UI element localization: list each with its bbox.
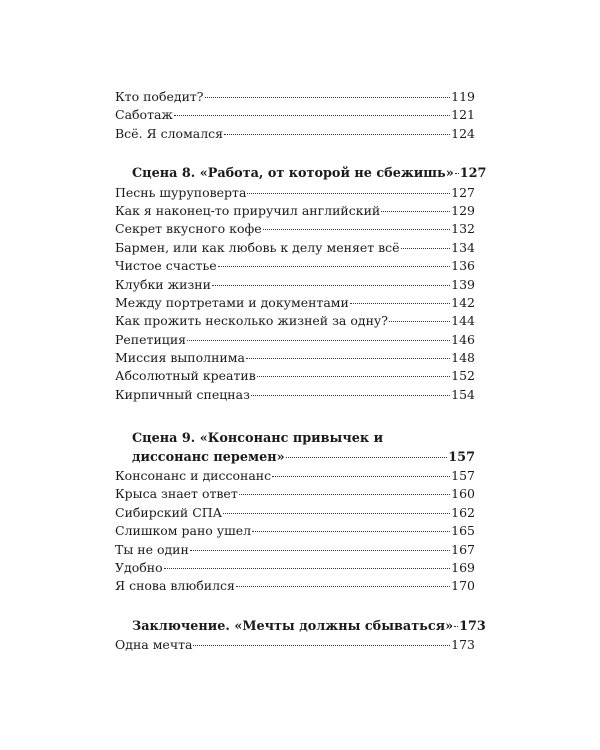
dot-leader <box>286 457 448 458</box>
toc-entry <box>115 636 475 654</box>
toc-entry-page: 139 <box>451 276 475 292</box>
toc-entry <box>115 239 475 257</box>
dot-leader <box>251 395 450 396</box>
dot-leader <box>401 248 451 249</box>
toc-entry <box>115 257 475 275</box>
toc-entry-title: Ты не один <box>115 541 189 557</box>
section-gap <box>115 596 475 618</box>
toc-entry-page: 121 <box>451 107 475 123</box>
section-heading-page: 127 <box>459 166 487 182</box>
dot-leader <box>454 626 458 627</box>
toc-group-continuation <box>115 88 475 143</box>
toc-entry <box>115 220 475 238</box>
toc-entry <box>115 367 475 385</box>
section-heading-title: Сцена 8. «Работа, от которой не сбежишь» <box>132 166 454 182</box>
section-heading-page: 157 <box>448 449 475 465</box>
dot-leader <box>247 193 450 194</box>
dot-leader <box>190 550 450 551</box>
toc-entry-title: Между портретами и документами <box>115 294 349 310</box>
toc-entry <box>115 349 475 367</box>
toc-entry <box>115 386 475 404</box>
dot-leader <box>223 513 450 514</box>
toc-entry-title: Одна мечта <box>115 637 193 653</box>
dot-leader <box>164 568 451 569</box>
toc-entry-title: Удобно <box>115 559 163 575</box>
toc-entry-title: Бармен, или как любовь к делу меняет всё <box>115 239 400 255</box>
toc-entry-page: 154 <box>451 386 475 402</box>
dot-leader <box>236 586 450 587</box>
dot-leader <box>239 494 450 495</box>
toc-entry-page: 146 <box>451 331 475 347</box>
dot-leader <box>350 303 450 304</box>
toc-entry <box>115 467 475 485</box>
toc-entry-title: Чистое счастье <box>115 258 217 274</box>
toc-entry-title: Всё. Я сломался <box>115 125 224 141</box>
toc-entry-title: Секрет вкусного кофе <box>115 221 262 237</box>
dot-leader <box>212 285 450 286</box>
toc-entry-title: Слишком рано ушел <box>115 523 252 539</box>
toc-entry-page: 127 <box>451 184 475 200</box>
toc-entry-title: Кирпичный спецназ <box>115 386 250 402</box>
toc-entry-page: 170 <box>451 578 475 594</box>
dot-leader <box>205 97 451 98</box>
toc-entry <box>115 522 475 540</box>
section-heading-title: Заключение. «Мечты должны сбываться» <box>132 618 454 634</box>
toc-entry <box>115 577 475 595</box>
toc-entry <box>115 294 475 312</box>
toc-entry-title: Крыса знает ответ <box>115 486 238 502</box>
section-heading <box>115 449 475 467</box>
table-of-contents <box>115 88 487 655</box>
section-gap <box>115 143 475 165</box>
toc-entry-title: Консонанс и диссонанс <box>115 468 272 484</box>
dot-leader <box>187 340 450 341</box>
toc-entry-title: Как прожить несколько жизней за одну? <box>115 313 388 329</box>
toc-entry-page: 160 <box>451 486 475 502</box>
dot-leader <box>218 266 450 267</box>
toc-entry-title: Абсолютный креатив <box>115 368 256 384</box>
toc-entry-page: 165 <box>451 523 475 539</box>
toc-entry <box>115 541 475 559</box>
toc-entry-title: Песнь шуруповерта <box>115 184 247 200</box>
dot-leader <box>272 476 450 477</box>
toc-entry <box>115 106 475 124</box>
toc-entry <box>115 125 475 143</box>
toc-entry <box>115 88 475 106</box>
dot-leader <box>381 211 450 212</box>
toc-entry-title: Я снова влюбился <box>115 578 235 594</box>
dot-leader <box>224 134 450 135</box>
toc-entry-title: Сибирский СПА <box>115 504 223 520</box>
section-heading-title: диссонанс перемен» <box>132 449 285 465</box>
toc-entry-page: 132 <box>451 221 475 237</box>
toc-entry-page: 124 <box>451 125 475 141</box>
toc-entry <box>115 331 475 349</box>
toc-entry-page: 142 <box>451 294 475 310</box>
toc-entry-page: 136 <box>451 258 475 274</box>
toc-entry-title: Клубки жизни <box>115 276 211 292</box>
toc-entry <box>115 504 475 522</box>
toc-entry-page: 169 <box>451 559 475 575</box>
toc-entry-page: 167 <box>451 541 475 557</box>
toc-entry <box>115 485 475 503</box>
section-heading <box>115 618 486 636</box>
dot-leader <box>174 115 450 116</box>
toc-entry <box>115 184 475 202</box>
dot-leader <box>263 229 450 230</box>
toc-entry-page: 144 <box>451 313 475 329</box>
toc-entry-page: 119 <box>451 89 475 104</box>
toc-entry <box>115 202 475 220</box>
toc-entry <box>115 276 475 294</box>
toc-entry-page: 173 <box>451 637 475 653</box>
toc-entry <box>115 312 475 330</box>
section-heading-line-1: Сцена 9. «Консонанс привычек и <box>132 431 384 447</box>
toc-entry-title: Как я наконец-то приручил английский <box>115 202 381 218</box>
toc-group-conclusion <box>115 618 486 655</box>
toc-entry-page: 134 <box>451 239 475 255</box>
toc-entry-title: Репетиция <box>115 331 187 347</box>
toc-entry-page: 148 <box>451 350 475 366</box>
dot-leader <box>455 173 459 174</box>
dot-leader <box>193 645 450 646</box>
toc-entry-page: 162 <box>451 504 475 520</box>
dot-leader <box>246 358 450 359</box>
section-gap <box>115 404 475 430</box>
toc-entry-title: Саботаж <box>115 107 173 123</box>
section-heading-page: 173 <box>459 618 486 634</box>
section-heading <box>115 165 487 183</box>
toc-entry <box>115 559 475 577</box>
dot-leader <box>252 531 450 532</box>
dot-leader <box>389 321 450 322</box>
toc-group-scene-9 <box>115 430 475 596</box>
toc-entry-title: Кто победит? <box>115 89 204 104</box>
toc-entry-page: 157 <box>451 468 475 484</box>
toc-entry-title: Миссия выполнима <box>115 350 245 366</box>
toc-entry-page: 152 <box>451 368 475 384</box>
toc-group-scene-8 <box>115 165 487 404</box>
dot-leader <box>257 376 450 377</box>
toc-entry-page: 129 <box>451 202 475 218</box>
